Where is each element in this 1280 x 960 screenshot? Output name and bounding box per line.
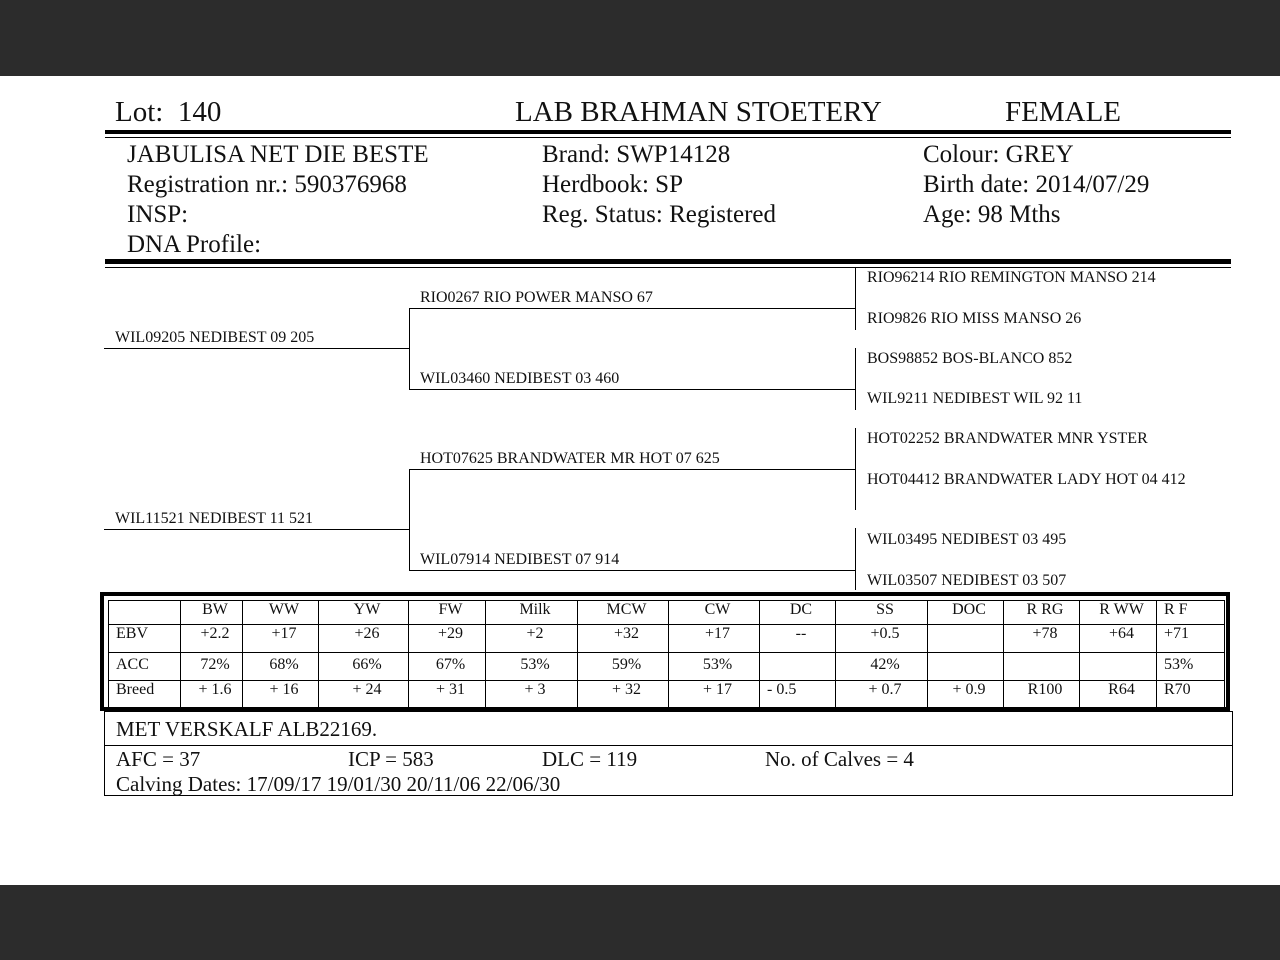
- ebv-col-header: YW: [319, 601, 409, 625]
- dlc-value: DLC = 119: [542, 747, 638, 771]
- ebv-cell: + 32: [578, 681, 669, 709]
- acc-row: [109, 653, 1225, 681]
- ebv-cell: 66%: [319, 653, 409, 681]
- ebv-cell: +0.5: [836, 625, 928, 653]
- pedigree-line: [104, 529, 409, 530]
- ebv-cell: +17: [243, 625, 319, 653]
- dna-profile-label: DNA Profile:: [127, 231, 262, 258]
- ebv-cell: R100: [1004, 681, 1080, 709]
- ebv-cell: [1080, 653, 1157, 681]
- ebv-col-header: MCW: [578, 601, 669, 625]
- pedigree-ds-sire: HOT02252 BRANDWATER MNR YSTER: [867, 430, 1148, 447]
- pedigree-line: [409, 570, 855, 571]
- ebv-corner-cell: [109, 601, 181, 625]
- ebv-cell: --: [760, 625, 836, 653]
- ebv-cell: +71: [1157, 625, 1225, 653]
- ebv-cell: +64: [1080, 625, 1157, 653]
- ebv-cell: 59%: [578, 653, 669, 681]
- lot-label: Lot:: [115, 96, 164, 128]
- header-rule-thick: [105, 130, 1231, 134]
- ebv-cell: + 31: [409, 681, 486, 709]
- registration-number: Registration nr.: 590376968: [127, 171, 407, 198]
- colour: Colour: GREY: [923, 141, 1074, 168]
- pedigree-line: [409, 308, 410, 390]
- ebv-cell: 68%: [243, 653, 319, 681]
- ebv-cell: + 16: [243, 681, 319, 709]
- ebv-cell: +2: [486, 625, 578, 653]
- ebv-cell: + 3: [486, 681, 578, 709]
- ebv-cell: R64: [1080, 681, 1157, 709]
- calves-count: No. of Calves = 4: [765, 747, 914, 771]
- pedigree-dam: WIL11521 NEDIBEST 11 521: [115, 510, 314, 527]
- ebv-cell: +78: [1004, 625, 1080, 653]
- ebv-col-header: DOC: [928, 601, 1004, 625]
- pedigree-line: [855, 428, 856, 510]
- pedigree-sire-sire: RIO0267 RIO POWER MANSO 67: [420, 289, 653, 306]
- ebv-cell: 53%: [1157, 653, 1225, 681]
- ebv-col-header: R F: [1157, 601, 1225, 625]
- calving-dates: Calving Dates: 17/09/17 19/01/30 20/11/06 22/06/30: [116, 772, 561, 796]
- pedigree-ss-dam: RIO9826 RIO MISS MANSO 26: [867, 310, 1082, 327]
- info-rule-thick: [105, 259, 1231, 264]
- breed-row: [109, 681, 1225, 709]
- age: Age: 98 Mths: [923, 201, 1061, 228]
- bottom-frame-bar: [0, 885, 1280, 960]
- ebv-cell: [1004, 653, 1080, 681]
- ebv-header-row: [109, 601, 1225, 625]
- ebv-cell: 53%: [669, 653, 760, 681]
- pedigree-line: [409, 469, 855, 470]
- lot-number: 140: [177, 96, 222, 128]
- pedigree-sire: WIL09205 NEDIBEST 09 205: [115, 329, 315, 346]
- brand: Brand: SWP14128: [542, 141, 731, 168]
- sex-label: FEMALE: [1005, 96, 1121, 128]
- pedigree-dam-sire: HOT07625 BRANDWATER MR HOT 07 625: [420, 450, 720, 467]
- ebv-cell: + 0.7: [836, 681, 928, 709]
- ebv-cell: [928, 625, 1004, 653]
- info-rule-thin: [105, 267, 1231, 268]
- animal-name: JABULISA NET DIE BESTE: [127, 141, 429, 168]
- pedigree-line: [855, 528, 856, 590]
- pedigree-sd-sire: BOS98852 BOS-BLANCO 852: [867, 350, 1073, 367]
- pedigree-sire-dam: WIL03460 NEDIBEST 03 460: [420, 370, 620, 387]
- ebv-col-header: R WW: [1080, 601, 1157, 625]
- ebv-cell: + 1.6: [181, 681, 243, 709]
- ebv-table: [108, 600, 1225, 709]
- ebv-row-label: Breed: [109, 681, 181, 709]
- ebv-col-header: FW: [409, 601, 486, 625]
- ebv-cell: +2.2: [181, 625, 243, 653]
- pedigree-line: [855, 348, 856, 410]
- ebv-row-label: EBV: [109, 625, 181, 653]
- pedigree-dd-sire: WIL03495 NEDIBEST 03 495: [867, 531, 1067, 548]
- icp-value: ICP = 583: [348, 747, 434, 771]
- pedigree-dam-dam: WIL07914 NEDIBEST 07 914: [420, 551, 620, 568]
- ebv-col-header: SS: [836, 601, 928, 625]
- ebv-cell: R70: [1157, 681, 1225, 709]
- ebv-cell: + 17: [669, 681, 760, 709]
- ebv-cell: - 0.5: [760, 681, 836, 709]
- insp-label: INSP:: [127, 201, 189, 228]
- pedigree-line: [855, 268, 856, 330]
- pedigree-line: [104, 348, 409, 349]
- header-rule-thin: [105, 137, 1231, 138]
- pedigree-line: [409, 469, 410, 571]
- reg-status: Reg. Status: Registered: [542, 201, 776, 228]
- ebv-cell: 72%: [181, 653, 243, 681]
- ebv-col-header: WW: [243, 601, 319, 625]
- notes-divider: [104, 745, 1233, 746]
- birth-date: Birth date: 2014/07/29: [923, 171, 1150, 198]
- ebv-cell: + 24: [319, 681, 409, 709]
- ebv-cell: +29: [409, 625, 486, 653]
- ebv-col-header: DC: [760, 601, 836, 625]
- ebv-cell: [760, 653, 836, 681]
- remark: MET VERSKALF ALB22169.: [116, 717, 378, 741]
- pedigree-dd-dam: WIL03507 NEDIBEST 03 507: [867, 572, 1067, 589]
- top-frame-bar: [0, 0, 1280, 76]
- ebv-cell: [928, 653, 1004, 681]
- ebv-col-header: BW: [181, 601, 243, 625]
- ebv-col-header: R RG: [1004, 601, 1080, 625]
- ebv-cell: +26: [319, 625, 409, 653]
- ebv-col-header: CW: [669, 601, 760, 625]
- ebv-cell: +17: [669, 625, 760, 653]
- pedigree-sd-dam: WIL9211 NEDIBEST WIL 92 11: [867, 390, 1083, 407]
- afc-value: AFC = 37: [116, 747, 201, 771]
- pedigree-ss-sire: RIO96214 RIO REMINGTON MANSO 214: [867, 269, 1156, 286]
- herdbook: Herdbook: SP: [542, 171, 683, 198]
- ebv-col-header: Milk: [486, 601, 578, 625]
- pedigree-line: [409, 389, 855, 390]
- ebv-cell: +32: [578, 625, 669, 653]
- ebv-cell: 42%: [836, 653, 928, 681]
- ebv-row-label: ACC: [109, 653, 181, 681]
- pedigree-ds-dam: HOT04412 BRANDWATER LADY HOT 04 412: [867, 471, 1186, 488]
- lot-title: [115, 96, 221, 129]
- ebv-cell: 67%: [409, 653, 486, 681]
- ebv-row: [109, 625, 1225, 653]
- ebv-cell: 53%: [486, 653, 578, 681]
- ebv-cell: + 0.9: [928, 681, 1004, 709]
- breeder-name: LAB BRAHMAN STOETERY: [515, 96, 882, 128]
- pedigree-line: [409, 308, 855, 309]
